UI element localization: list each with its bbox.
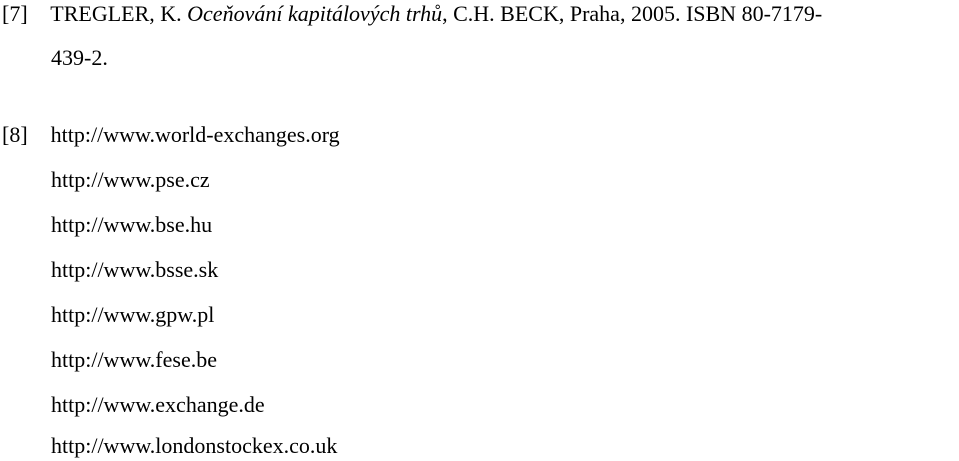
reference-7-author: TREGLER, K. — [50, 1, 182, 26]
reference-7-line-2 — [51, 45, 108, 71]
reference-8-url-2[interactable]: http://www.pse.cz — [51, 167, 210, 192]
reference-7-title: Oceňování kapitálových trhů — [187, 1, 443, 26]
reference-8-url-6[interactable]: http://www.fese.be — [51, 347, 217, 372]
reference-7-line-1 — [2, 1, 822, 27]
reference-7-publisher: , C.H. BECK, Praha, 2005. ISBN 80-7179- — [442, 1, 823, 26]
reference-8-url-3[interactable]: http://www.bse.hu — [51, 212, 213, 237]
reference-8-label: [8] — [2, 122, 28, 147]
reference-8-url-5[interactable]: http://www.gpw.pl — [51, 302, 215, 327]
reference-8-url-8[interactable]: http://www.londonstockex.co.uk — [51, 433, 338, 458]
reference-8-line-1 — [2, 122, 340, 148]
reference-7-isbn-end: 439-2. — [51, 45, 108, 70]
reference-8-url-1[interactable]: http://www.world-exchanges.org — [50, 122, 340, 147]
reference-7-label: [7] — [2, 1, 28, 26]
reference-8-url-7[interactable]: http://www.exchange.de — [51, 392, 265, 417]
reference-8-url-4[interactable]: http://www.bsse.sk — [51, 257, 219, 282]
